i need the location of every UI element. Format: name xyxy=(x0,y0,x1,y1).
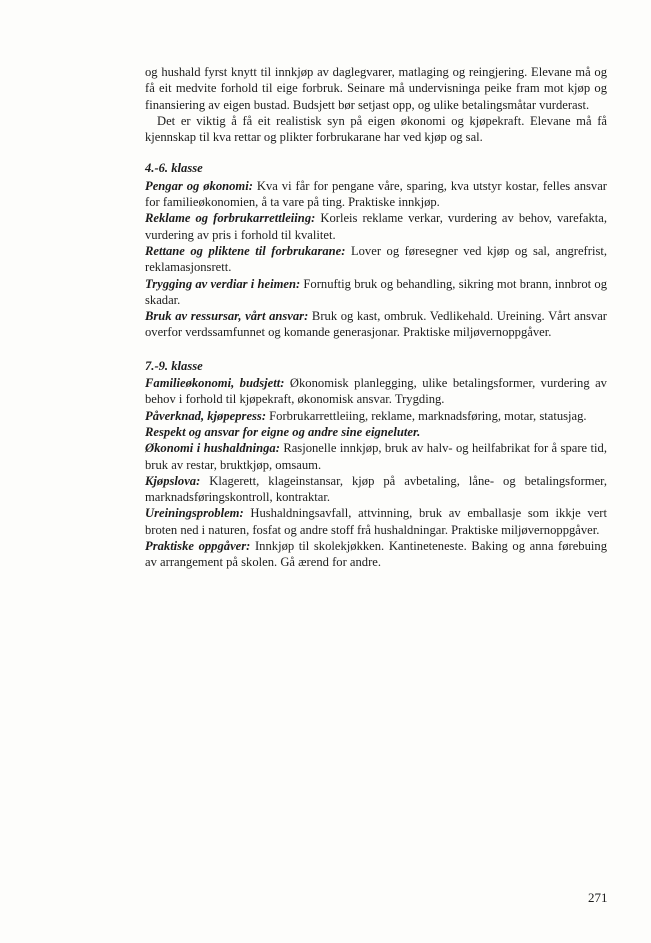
topic-item xyxy=(145,308,607,341)
section-heading-7-9: 7.-9. klasse xyxy=(145,358,203,373)
topic-text: Kva vi får for pengane våre, sparing, kva utstyr kostar, felles ansvar for familieøkonomien, å ta vare på ting. Praktiske innkjøp. xyxy=(145,178,607,210)
intro-paragraph-1: og hushald fyrst knytt til innkjøp av daglegvarer, matlaging og reingjering. Elevane må og få eit medvite forhold til eige forbruk. Seinare må undervisninga peike fram mot kjøp og finansiering av eigen bustad. Budsjett bør setjast opp, og ulike betalingsmåtar vurderast. xyxy=(145,65,607,112)
topic-term: Bruk av ressursar, vårt ansvar: xyxy=(145,309,309,324)
topic-item xyxy=(145,210,607,243)
topic-text: Innkjøp til skolekjøkken. Kantineteneste. Baking og anna førebuing av arrangement på skolen. Gå ærend for andre. xyxy=(145,539,607,570)
topic-item xyxy=(145,505,607,538)
topic-text: Lover og føresegner ved kjøp og sal, angrefrist, reklamasjonsrett. xyxy=(145,243,607,275)
topic-text: Økonomisk planlegging, ulike betalingsformer, vurdering av behov i forhold til kjøpekraft, økonomisk ansvar. Trygding. xyxy=(145,376,607,407)
topic-item xyxy=(145,440,607,473)
topic-term: Ureiningsproblem: xyxy=(145,506,244,521)
topic-term: Trygging av verdiar i heimen: xyxy=(145,276,301,291)
topic-item xyxy=(145,276,607,309)
topic-term: Reklame og forbrukarrettleiing: xyxy=(145,211,316,226)
topic-item xyxy=(145,424,607,440)
topic-text: Fornuftig bruk og behandling, sikring mot brann, innbrot og skadar. xyxy=(145,276,607,307)
topic-item xyxy=(145,243,607,276)
topic-term: Kjøpslova: xyxy=(145,473,201,488)
topic-item xyxy=(145,408,607,424)
topic-text: Rasjonelle innkjøp, bruk av halv- og heilfabrikat for å spare tid, bruk av restar, bruktkjøp, omsaum. xyxy=(145,441,607,472)
topic-term: Økonomi i hushaldninga: xyxy=(145,441,280,456)
topic-term: Praktiske oppgåver: xyxy=(145,539,251,554)
topic-text: Hushaldningsavfall, attvinning, bruk av emballasje som ikkje vert broten ned i naturen, fosfat og andre stoff frå hushaldningar. Praktiske miljøvernoppgåver. xyxy=(145,506,607,537)
topic-text: Bruk og kast, ombruk. Vedlikehald. Ureining. Vårt ansvar overfor verdssamfunnet og komande generasjonar. Praktiske miljøvernoppgåver. xyxy=(145,309,607,340)
topic-item xyxy=(145,375,607,408)
topic-term: Rettane og pliktene til forbrukarane: xyxy=(145,243,346,258)
topic-text: Klagerett, klageinstansar, kjøp på avbetaling, låne- og betalingsformer, marknadsføringskontroll, kontraktar. xyxy=(145,473,607,505)
intro-paragraph-2: Det er viktig å få eit realistisk syn på eigen økonomi og kjøpekraft. Elevane må få kjennskap til kva rettar og plikter forbrukarane har ved kjøp og sal. xyxy=(145,113,607,145)
topic-term: Familieøkonomi, budsjett: xyxy=(145,376,285,391)
topic-item xyxy=(145,178,607,211)
document-body xyxy=(145,64,607,571)
topic-term: Respekt og ansvar for eigne og andre sine eigneluter. xyxy=(145,424,421,439)
section-heading-4-6: 4.-6. klasse xyxy=(145,161,203,176)
topic-term: Pengar og økonomi: xyxy=(145,178,253,193)
topic-text: Korleis reklame verkar, vurdering av behov, varefakta, vurdering av pris i forhold til kvalitet. xyxy=(145,211,607,242)
topic-text: Forbrukarrettleiing, reklame, marknadsføring, motar, statusjag. xyxy=(266,408,587,423)
topic-item xyxy=(145,473,607,506)
topic-item xyxy=(145,538,607,571)
topic-term: Påverknad, kjøpepress: xyxy=(145,408,267,423)
page-number: 271 xyxy=(588,890,608,905)
